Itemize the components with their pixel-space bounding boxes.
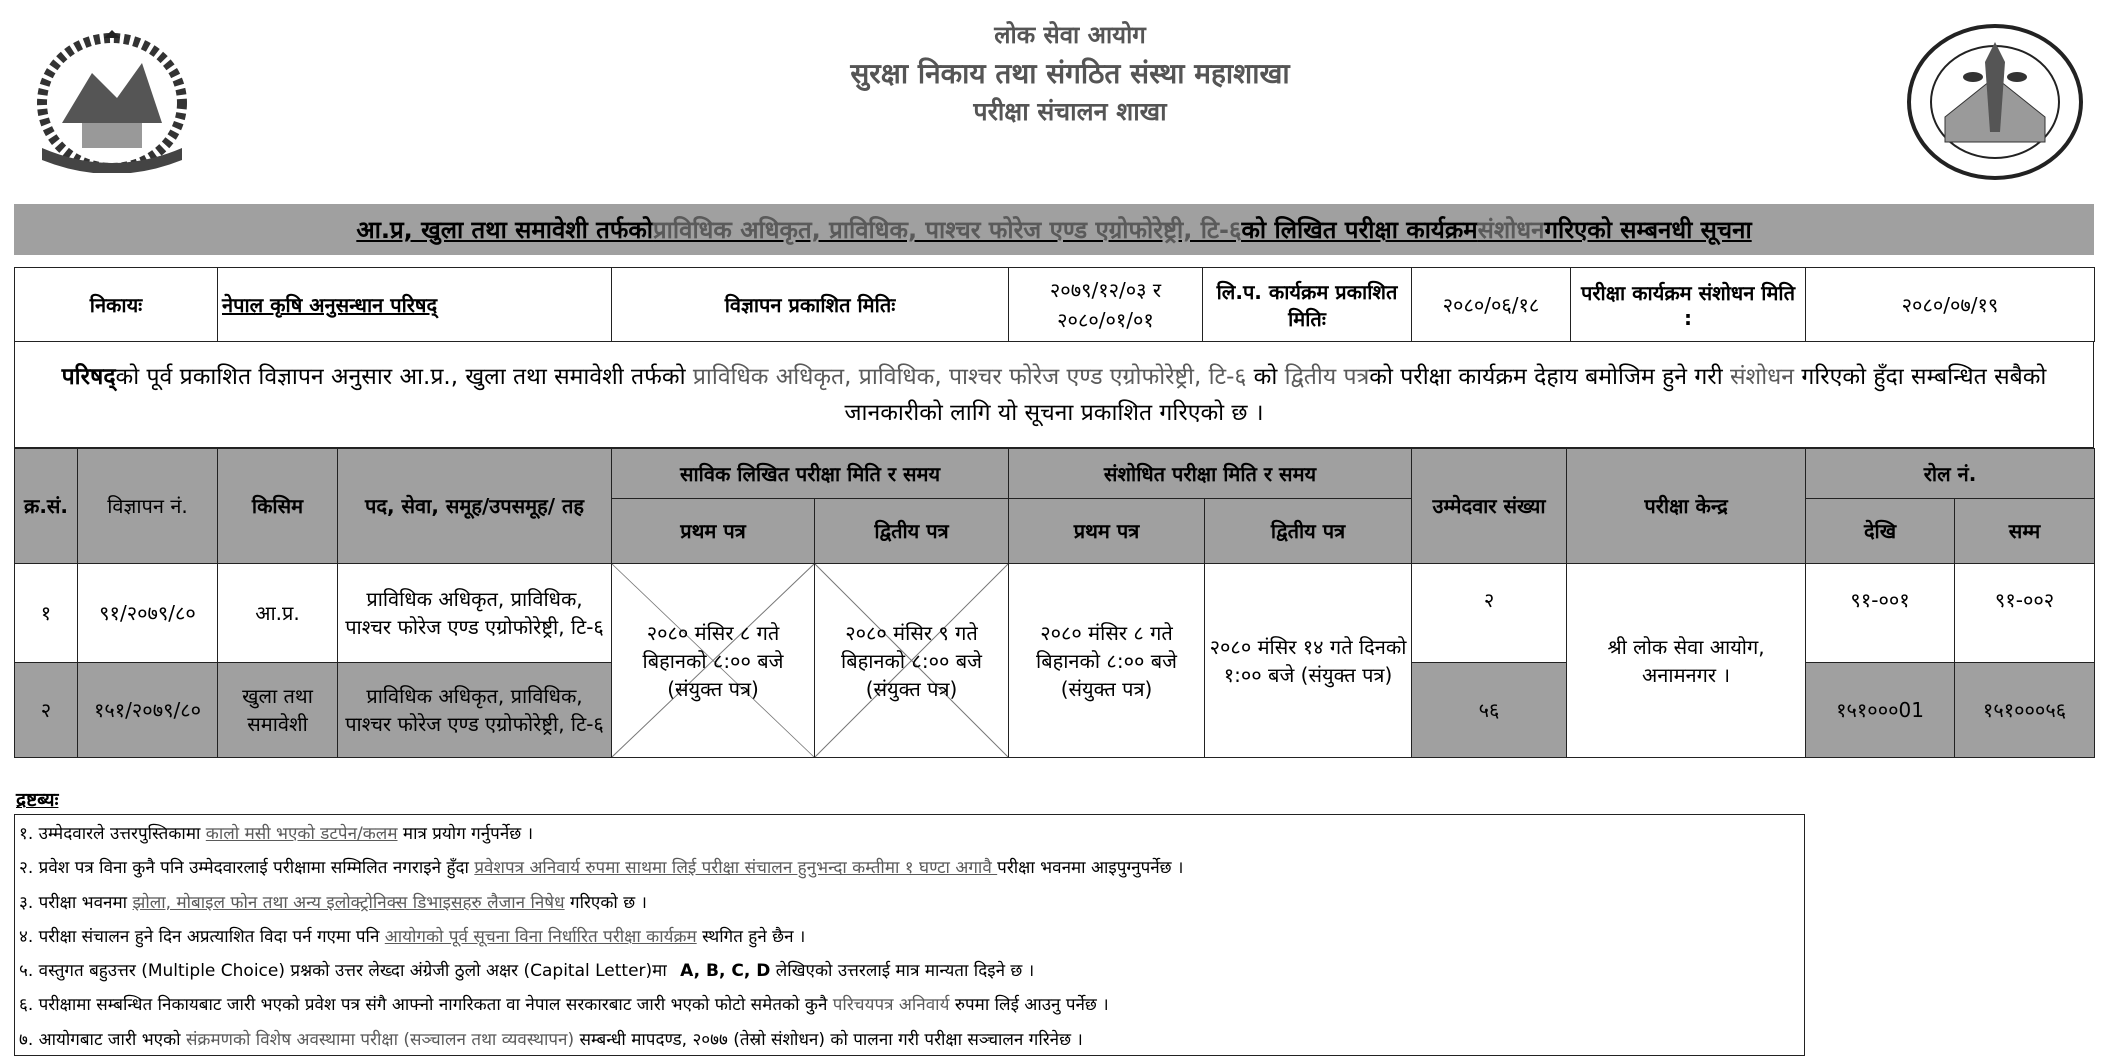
title-segment: को लिखित परीक्षा कार्यक्रम <box>1241 216 1478 244</box>
header-roll-from: देखि <box>1806 499 1955 564</box>
note-emphasis: A, B, C, D <box>680 961 771 982</box>
note-text: ७. आयोगबाट जारी भएको <box>19 1029 186 1050</box>
note-emphasis: कालो मसी भएको डटपेन/कलम <box>205 824 398 844</box>
ad-date-1: २०७९/१२/०३ र <box>1049 277 1162 302</box>
notes-box <box>14 814 1805 1056</box>
para-segment-highlight: द्वितीय पत्र <box>1284 363 1370 390</box>
header-center: परीक्षा केन्द्र <box>1567 449 1806 564</box>
note-emphasis: संक्रमणको विशेष अवस्थामा परीक्षा (सञ्चालन तथा व्यवस्थापन) <box>185 1029 575 1050</box>
note-text: ४. परीक्षा संचालन हुने दिन अप्रत्याशित विदा पर्न गएमा पनि <box>19 926 385 947</box>
note-text: सम्बन्धी मापदण्ड, २०७७ (तेस्रो संशोधन) को पालना गरी परीक्षा सञ्चालन गरिनेछ । <box>574 1029 1083 1050</box>
note-item <box>19 954 1800 988</box>
note-item <box>19 886 1800 920</box>
header-candidates: उम्मेदवार संख्या <box>1412 449 1567 564</box>
cell-center: श्री लोक सेवा आयोग, अनामनगर । <box>1567 564 1806 758</box>
note-text: गरिएको छ । <box>564 892 647 913</box>
notice-paragraph <box>14 342 2094 448</box>
cell-candidates: २ <box>1412 564 1567 663</box>
ad-date-label: विज्ञापन प्रकाशित मितिः <box>612 268 1009 342</box>
note-item <box>19 920 1800 954</box>
cell-candidates: ५६ <box>1412 663 1567 758</box>
note-text: रुपमा लिई आउनु पर्नेछ । <box>949 995 1109 1016</box>
note-item <box>19 988 1800 1022</box>
note-emphasis: झोला, मोबाइल फोन तथा अन्य इलोक्ट्रोनिक्स डिभाइसहरु लैजान निषेध <box>132 892 565 913</box>
note-text: २. प्रवेश पत्र विना कुनै पनि उम्मेदवारलाई परीक्षामा सम्मिलित नगराइने हुँदा <box>19 858 475 879</box>
ad-date-value <box>1009 268 1203 342</box>
old-second-text: २०८० मंसिर ९ गते बिहानको ८:०० बजे (संयुक्त पत्र) <box>841 620 982 701</box>
note-text: ३. परीक्षा भवनमा <box>19 892 133 913</box>
para-segment: को परीक्षा कार्यक्रम देहाय बमोजिम हुने गरी <box>1369 363 1730 390</box>
header-new-first: प्रथम पत्र <box>1009 499 1205 564</box>
title-segment: गरिएको सम्बनधी सूचना <box>1544 216 1752 244</box>
info-table <box>14 267 2095 342</box>
header-sn: क्र.सं. <box>15 449 78 564</box>
header-division: सुरक्षा निकाय तथा संगठित संस्था महाशाखा <box>850 57 1290 90</box>
cell-ad-no: १५१/२०७९/८० <box>78 663 218 758</box>
note-item <box>19 817 1800 851</box>
note-text: परीक्षा भवनमा आइपुग्नुपर्नेछ । <box>997 858 1184 879</box>
cell-sn: १ <box>15 564 78 663</box>
revision-date-label: परीक्षा कार्यक्रम संशोधन मिति : <box>1571 268 1806 342</box>
cell-type: आ.प्र. <box>218 564 338 663</box>
cell-old-second-struck <box>815 564 1009 758</box>
header-type: किसिम <box>218 449 338 564</box>
cell-ad-no: ९१/२०७९/८० <box>78 564 218 663</box>
header-organization: लोक सेवा आयोग <box>994 21 1146 49</box>
title-segment: आ.प्र, खुला तथा समावेशी तर्फको <box>356 216 654 244</box>
header-roll-to: सम्म <box>1955 499 2095 564</box>
note-text: ५. वस्तुगत बहुउत्तर (Multiple Choice) प्रश्नको उत्तर लेख्दा अंग्रेजी ठुलो अक्षर (Capital Letter)मा <box>19 961 673 982</box>
note-text: १. उम्मेदवारले उत्तरपुस्तिकामा <box>19 824 206 844</box>
title-segment-highlight: प्राविधिक अधिकृत, प्राविधिक, पाश्चर फोरेज एण्ड एग्रोफोरेष्ट्री, टि-६ <box>653 216 1242 244</box>
schedule-date-value: २०८०/०६/१८ <box>1412 268 1571 342</box>
cell-sn: २ <box>15 663 78 758</box>
header-post: पद, सेवा, समूह/उपसमूह/ तह <box>338 449 612 564</box>
schedule-table <box>14 448 2095 758</box>
title-segment-highlight: संशोधन <box>1477 216 1545 244</box>
cell-post: प्राविधिक अधिकृत, प्राविधिक, पाश्चर फोरेज एण्ड एग्रोफोरेष्ट्री, टि-६ <box>338 663 612 758</box>
para-segment: परिषद् <box>61 363 116 390</box>
para-segment: गरिएको हुँदा सम्बन्धित सबैको जानकारीको लागि यो सूचना प्रकाशित गरिएको छ । <box>844 363 2047 426</box>
note-emphasis: आयोगको पूर्व सूचना विना निर्धारित परीक्षा कार्यक्रम <box>384 926 697 947</box>
header-old-first: प्रथम पत्र <box>612 499 815 564</box>
header-ad-no: विज्ञापन नं. <box>78 449 218 564</box>
agency-value: नेपाल कृषि अनुसन्धान परिषद् <box>218 268 612 342</box>
agency-label: निकायः <box>15 268 218 342</box>
old-first-text: २०८० मंसिर ८ गते बिहानको ८:०० बजे (संयुक्त पत्र) <box>642 620 784 701</box>
schedule-date-label: लि.प. कार्यक्रम प्रकाशित मितिः <box>1203 268 1412 342</box>
notes-heading: द्रष्टब्यः <box>16 789 59 811</box>
revision-date-value: २०८०/०७/१९ <box>1806 268 2095 342</box>
para-segment-highlight: संशोधन <box>1730 363 1795 390</box>
note-item <box>19 851 1800 885</box>
cell-roll-from: ९१-००१ <box>1806 564 1955 663</box>
cell-old-first-struck <box>612 564 815 758</box>
header-new-second: द्वितीय पत्र <box>1205 499 1412 564</box>
note-emphasis: परिचयपत्र अनिवार्य <box>832 995 950 1016</box>
notice-title <box>14 204 2094 255</box>
table-row <box>15 564 2095 663</box>
para-segment: को <box>1246 363 1285 390</box>
note-emphasis: प्रवेशपत्र अनिवार्य रुपमा साथमा लिई परीक्षा संचालन हुनुभन्दा कम्तीमा १ घण्टा अगावै <box>474 858 998 879</box>
para-segment-highlight: प्राविधिक अधिकृत, प्राविधिक, पाश्चर फोरेज एण्ड एग्रोफोरेष्ट्री, टि-६ <box>692 363 1247 390</box>
header-section: परीक्षा संचालन शाखा <box>973 97 1167 126</box>
cell-new-second: २०८० मंसिर १४ गते दिनको १:०० बजे (संयुक्त पत्र) <box>1205 564 1412 758</box>
header-roll: रोल नं. <box>1806 449 2095 499</box>
note-text: मात्र प्रयोग गर्नुपर्नेछ । <box>397 824 534 844</box>
cell-type: खुला तथा समावेशी <box>218 663 338 758</box>
note-item <box>19 1023 1800 1057</box>
header-revised-schedule: संशोधित परीक्षा मिति र समय <box>1009 449 1412 499</box>
note-text: स्थगित हुने छैन । <box>696 926 806 947</box>
cell-roll-to: १५१०००५६ <box>1955 663 2095 758</box>
cell-roll-from: १५१०००01 <box>1806 663 1955 758</box>
cell-new-first: २०८० मंसिर ८ गते बिहानको ८:०० बजे (संयुक्त पत्र) <box>1009 564 1205 758</box>
cell-roll-to: ९१-००२ <box>1955 564 2095 663</box>
header-old-second: द्वितीय पत्र <box>815 499 1009 564</box>
note-text: लेखिएको उत्तरलाई मात्र मान्यता दिइने छ । <box>770 961 1035 982</box>
header-old-schedule: साविक लिखित परीक्षा मिति र समय <box>612 449 1009 499</box>
para-segment: को पूर्व प्रकाशित विज्ञापन अनुसार आ.प्र., खुला तथा समावेशी तर्फको <box>115 363 693 390</box>
cell-post: प्राविधिक अधिकृत, प्राविधिक, पाश्चर फोरेज एण्ड एग्रोफोरेष्ट्री, टि-६ <box>338 564 612 663</box>
note-text: ६. परीक्षामा सम्बन्धित निकायबाट जारी भएको प्रवेश पत्र संगै आफ्नो नागरिकता वा नेपाल सरकारबाट जारी भएको फोटो समेतको कुनै <box>19 995 833 1016</box>
ad-date-2: २०८०/०१/०१ <box>1057 307 1154 332</box>
